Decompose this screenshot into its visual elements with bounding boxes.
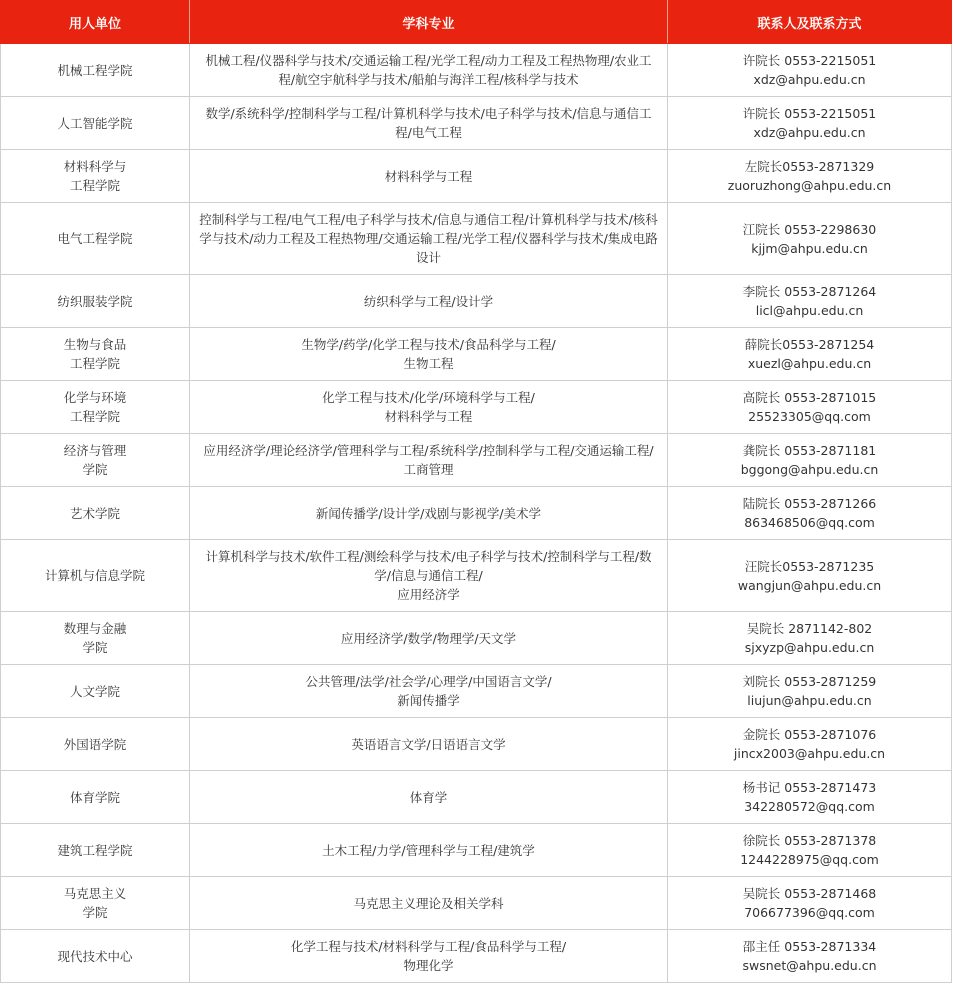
table-row	[1, 203, 952, 275]
table-row	[1, 381, 952, 434]
unit-cell: 数理与金融 学院	[1, 612, 190, 665]
contact-name-phone: 金院长 0553-2871076	[742, 727, 877, 742]
table-header-row	[1, 1, 952, 44]
contact-email: licl@ahpu.edu.cn	[755, 303, 864, 318]
contact-name-phone: 邵主任 0553-2871334	[742, 939, 877, 954]
contact-email: sjxyzp@ahpu.edu.cn	[744, 640, 875, 655]
contact-cell	[668, 275, 952, 328]
unit-cell: 经济与管理 学院	[1, 434, 190, 487]
contact-cell	[668, 487, 952, 540]
unit-cell: 材料科学与 工程学院	[1, 150, 190, 203]
contact-cell	[668, 203, 952, 275]
major-cell: 体育学	[190, 771, 668, 824]
unit-cell: 化学与环境 工程学院	[1, 381, 190, 434]
major-cell: 应用经济学/理论经济学/管理科学与工程/系统科学/控制科学与工程/交通运输工程/工商管理	[190, 434, 668, 487]
contact-name-phone: 徐院长 0553-2871378	[742, 833, 877, 848]
table-row	[1, 824, 952, 877]
contact-cell	[668, 824, 952, 877]
contact-name-phone: 江院长 0553-2298630	[742, 221, 877, 237]
header-contact: 联系人及联系方式	[668, 1, 952, 44]
table-row	[1, 150, 952, 203]
table-row	[1, 665, 952, 718]
contact-cell	[668, 718, 952, 771]
unit-cell: 机械工程学院	[1, 44, 190, 97]
major-cell: 材料科学与工程	[190, 150, 668, 203]
major-cell: 计算机科学与技术/软件工程/测绘科学与技术/电子科学与技术/控制科学与工程/数学/信息与通信工程/ 应用经济学	[190, 540, 668, 612]
contact-email: jincx2003@ahpu.edu.cn	[733, 746, 886, 761]
table-row	[1, 877, 952, 930]
header-major: 学科专业	[190, 1, 668, 44]
header-unit: 用人单位	[1, 1, 190, 44]
major-cell: 化学工程与技术/材料科学与工程/食品科学与工程/ 物理化学	[190, 930, 668, 983]
contact-email: kjjm@ahpu.edu.cn	[751, 240, 868, 256]
contact-cell	[668, 44, 952, 97]
major-cell: 机械工程/仪器科学与技术/交通运输工程/光学工程/动力工程及工程热物理/农业工程/航空宇航科学与技术/船舶与海洋工程/核科学与技术	[190, 44, 668, 97]
contact-email: 863468506@qq.com	[744, 515, 875, 530]
contact-cell	[668, 930, 952, 983]
unit-cell: 现代技术中心	[1, 930, 190, 983]
major-cell: 新闻传播学/设计学/戏剧与影视学/美术学	[190, 487, 668, 540]
contact-email: 25523305@qq.com	[748, 409, 871, 424]
unit-cell: 外国语学院	[1, 718, 190, 771]
contact-email: 342280572@qq.com	[744, 799, 875, 814]
contact-email: xuezl@ahpu.edu.cn	[747, 356, 872, 371]
major-cell: 生物学/药学/化学工程与技术/食品科学与工程/ 生物工程	[190, 328, 668, 381]
contact-name-phone: 许院长 0553-2215051	[742, 106, 877, 121]
contact-name-phone: 吴院长 0553-2871468	[742, 886, 877, 901]
major-cell: 纺织科学与工程/设计学	[190, 275, 668, 328]
contact-name-phone: 汪院长0553-2871235	[744, 558, 875, 574]
contact-cell	[668, 771, 952, 824]
contact-email: xdz@ahpu.edu.cn	[753, 125, 866, 140]
table-row	[1, 771, 952, 824]
major-cell: 马克思主义理论及相关学科	[190, 877, 668, 930]
contact-name-phone: 吴院长 2871142-802	[746, 621, 873, 636]
contact-name-phone: 高院长 0553-2871015	[742, 390, 877, 405]
major-cell: 控制科学与工程/电气工程/电子科学与技术/信息与通信工程/计算机科学与技术/核科学与技术/动力工程及工程热物理/交通运输工程/光学工程/仪器科学与技术/集成电路设计	[190, 203, 668, 275]
contact-name-phone: 左院长0553-2871329	[744, 159, 875, 174]
contact-cell	[668, 328, 952, 381]
contact-name-phone: 陆院长 0553-2871266	[742, 496, 877, 511]
unit-cell: 马克思主义 学院	[1, 877, 190, 930]
contact-email: liujun@ahpu.edu.cn	[747, 693, 872, 708]
contact-email: xdz@ahpu.edu.cn	[753, 72, 866, 87]
unit-cell: 电气工程学院	[1, 203, 190, 275]
contact-cell	[668, 97, 952, 150]
contact-name-phone: 李院长 0553-2871264	[742, 284, 877, 299]
table-body	[1, 44, 952, 983]
major-cell: 土木工程/力学/管理科学与工程/建筑学	[190, 824, 668, 877]
table-row	[1, 275, 952, 328]
unit-cell: 生物与食品 工程学院	[1, 328, 190, 381]
contact-cell	[668, 612, 952, 665]
contact-email: bggong@ahpu.edu.cn	[740, 462, 879, 477]
unit-cell: 体育学院	[1, 771, 190, 824]
unit-cell: 人工智能学院	[1, 97, 190, 150]
table-row	[1, 612, 952, 665]
unit-cell: 计算机与信息学院	[1, 540, 190, 612]
major-cell: 化学工程与技术/化学/环境科学与工程/ 材料科学与工程	[190, 381, 668, 434]
unit-cell: 人文学院	[1, 665, 190, 718]
contact-email: 706677396@qq.com	[744, 905, 875, 920]
unit-cell: 纺织服装学院	[1, 275, 190, 328]
table-row	[1, 44, 952, 97]
table-row	[1, 930, 952, 983]
contact-name-phone: 刘院长 0553-2871259	[742, 674, 877, 689]
unit-cell: 艺术学院	[1, 487, 190, 540]
contact-cell	[668, 665, 952, 718]
table-row	[1, 540, 952, 612]
contact-cell	[668, 540, 952, 612]
contact-cell	[668, 877, 952, 930]
table-row	[1, 328, 952, 381]
major-cell: 英语语言文学/日语语言文学	[190, 718, 668, 771]
table-row	[1, 487, 952, 540]
contact-email: swsnet@ahpu.edu.cn	[742, 958, 877, 973]
contact-cell	[668, 434, 952, 487]
contact-email: 1244228975@qq.com	[740, 852, 879, 867]
contact-email: wangjun@ahpu.edu.cn	[737, 577, 882, 593]
contact-name-phone: 许院长 0553-2215051	[742, 53, 877, 68]
contact-cell	[668, 150, 952, 203]
contact-name-phone: 杨书记 0553-2871473	[742, 780, 877, 795]
major-cell: 公共管理/法学/社会学/心理学/中国语言文学/ 新闻传播学	[190, 665, 668, 718]
table-row	[1, 718, 952, 771]
contact-name-phone: 龚院长 0553-2871181	[742, 443, 877, 458]
contact-email: zuoruzhong@ahpu.edu.cn	[727, 178, 892, 193]
major-cell: 数学/系统科学/控制科学与工程/计算机科学与技术/电子科学与技术/信息与通信工程/电气工程	[190, 97, 668, 150]
major-cell: 应用经济学/数学/物理学/天文学	[190, 612, 668, 665]
contact-name-phone: 薛院长0553-2871254	[744, 337, 875, 352]
table-row	[1, 97, 952, 150]
unit-cell: 建筑工程学院	[1, 824, 190, 877]
table-row	[1, 434, 952, 487]
contact-cell	[668, 381, 952, 434]
